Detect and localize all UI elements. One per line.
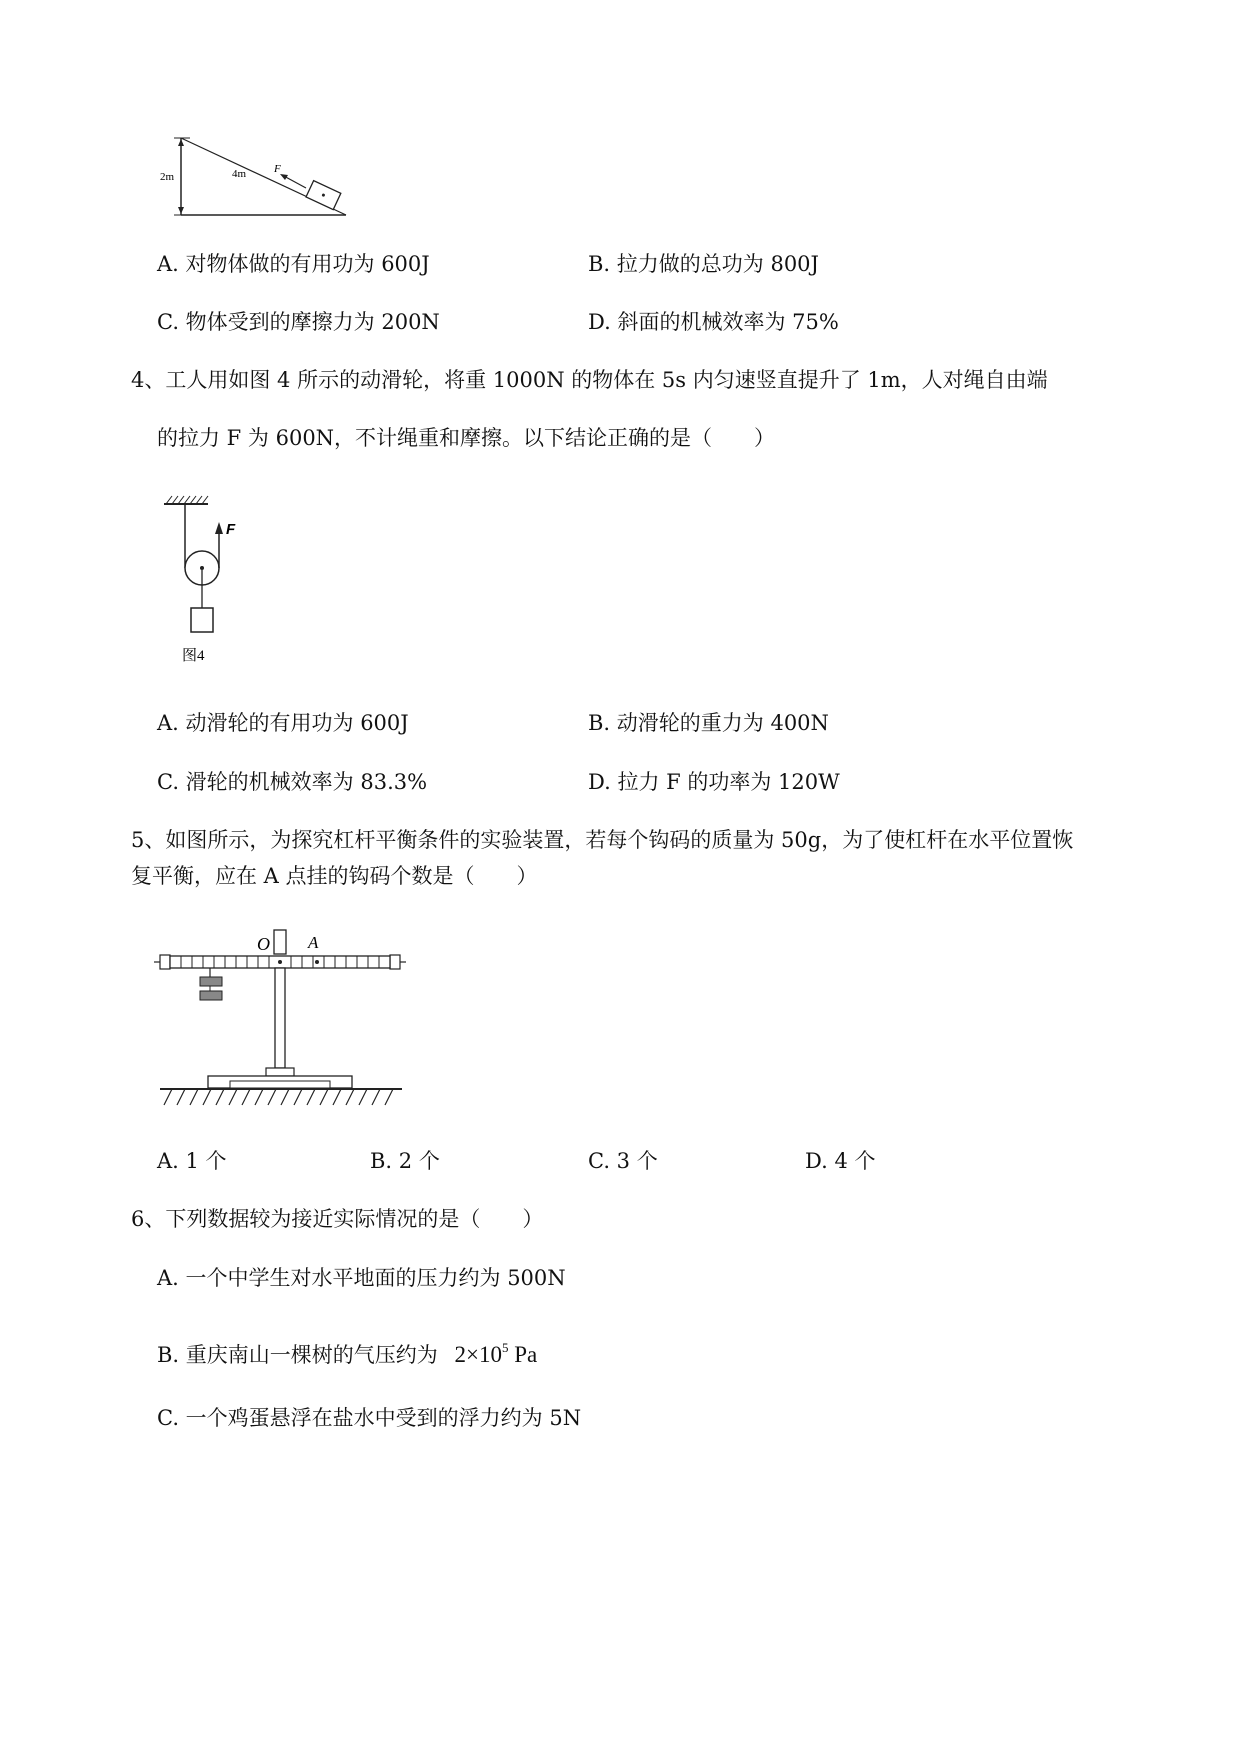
pressure-base: 2×10	[454, 1342, 502, 1367]
q6-option-c[interactable]: C. 一个鸡蛋悬浮在盐水中受到的浮力约为 5N	[157, 1406, 582, 1430]
slope-label: 4m	[232, 168, 247, 180]
incline-figure	[160, 130, 360, 225]
hook-weight	[200, 977, 222, 986]
pulley-force-label: F	[226, 521, 236, 538]
q4-option-b[interactable]: B. 动滑轮的重力为 400N	[588, 711, 829, 735]
q3-option-d[interactable]: D. 斜面的机械效率为 75%	[588, 310, 839, 334]
height-label: 2m	[160, 171, 175, 183]
q6-option-b[interactable]	[157, 1334, 537, 1369]
hook-weight	[200, 991, 222, 1000]
q6-option-a[interactable]: A. 一个中学生对水平地面的压力约为 500N	[157, 1266, 566, 1290]
q4-stem-line1: 4、工人用如图 4 所示的动滑轮，将重 1000N 的物体在 5s 内匀速竖直提升了 1m，人对绳自由端	[131, 368, 1048, 392]
q4-option-c[interactable]: C. 滑轮的机械效率为 83.3%	[157, 770, 428, 794]
figure-caption: 图4	[182, 648, 205, 664]
q5-stem-line1: 5、如图所示，为探究杠杆平衡条件的实验装置，若每个钩码的质量为 50g，为了使杠杆在水平位置恢	[131, 828, 1074, 852]
q4-option-d[interactable]: D. 拉力 F 的功率为 120W	[588, 770, 840, 794]
q3-option-a[interactable]: A. 对物体做的有用功为 600J	[157, 252, 430, 276]
q6-option-b-text: B. 重庆南山一棵树的气压约为	[157, 1343, 438, 1367]
pressure-formula	[454, 1342, 537, 1367]
q5-option-a[interactable]: A. 1 个	[157, 1149, 227, 1173]
q5-option-b[interactable]: B. 2 个	[370, 1149, 440, 1173]
q3-option-c[interactable]: C. 物体受到的摩擦力为 200N	[157, 310, 440, 334]
pulley-figure	[160, 490, 250, 670]
point-label: A	[308, 933, 319, 952]
q5-option-d[interactable]: D. 4 个	[805, 1149, 876, 1173]
q5-stem-line2: 复平衡，应在 A 点挂的钩码个数是（ ）	[131, 864, 538, 888]
pivot-label: O	[257, 934, 270, 954]
q6-stem: 6、下列数据较为接近实际情况的是（ ）	[131, 1207, 544, 1231]
weight-block	[191, 608, 213, 632]
pressure-exponent: 5	[501, 1340, 509, 1355]
lever-figure	[150, 920, 420, 1115]
q5-option-c[interactable]: C. 3 个	[588, 1149, 658, 1173]
q4-stem-line2: 的拉力 F 为 600N，不计绳重和摩擦。以下结论正确的是（ ）	[157, 426, 776, 450]
force-label: F	[274, 163, 281, 175]
pressure-unit: Pa	[514, 1342, 538, 1367]
q4-option-a[interactable]: A. 动滑轮的有用功为 600J	[157, 711, 409, 735]
q3-option-b[interactable]: B. 拉力做的总功为 800J	[588, 252, 819, 276]
